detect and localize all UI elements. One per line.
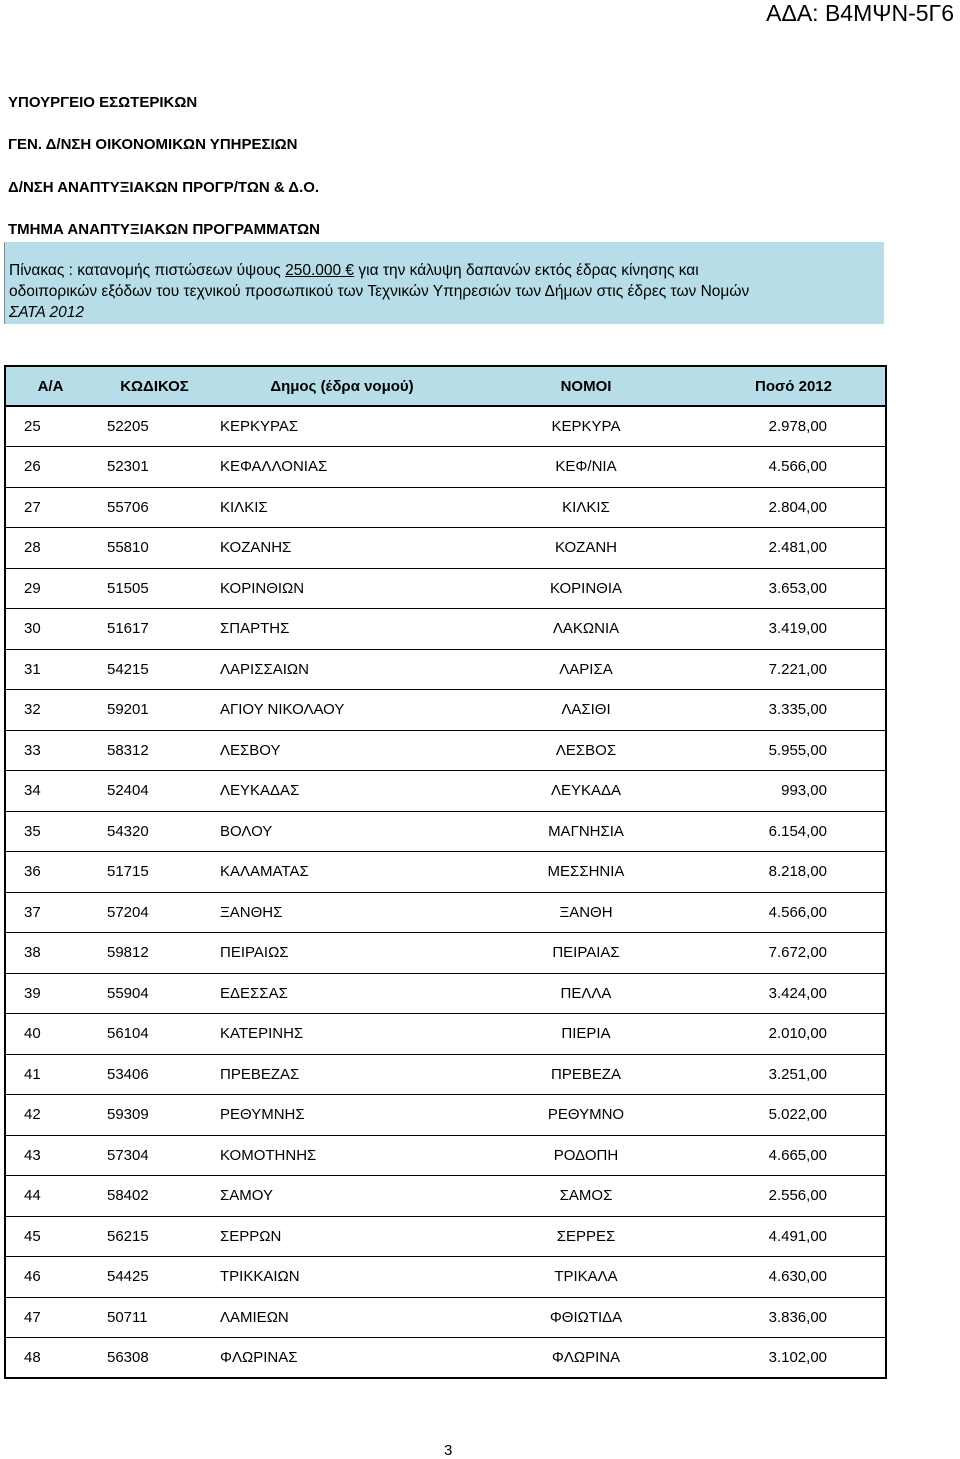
table-caption [4, 242, 884, 324]
row-aa: 42 [5, 1095, 95, 1136]
row-code: 51617 [107, 620, 149, 638]
row-aa: 43 [5, 1135, 95, 1176]
row-municipality: ΑΓΙΟΥ ΝΙΚΟΛΑΟΥ [220, 701, 345, 719]
row-amount: 2.804,00 [702, 487, 886, 528]
row-amount: 993,00 [702, 771, 886, 812]
row-amount: 3.251,00 [702, 1054, 886, 1095]
table-header-row [5, 366, 886, 406]
allocation-table [4, 365, 887, 1379]
table-row [5, 649, 886, 690]
row-prefecture: ΣΑΜΟΣ [559, 1187, 613, 1205]
row-aa: 28 [5, 528, 95, 569]
row-amount: 7.221,00 [702, 649, 886, 690]
row-prefecture: ΚΕΡΚΥΡΑ [551, 418, 621, 435]
table-row [5, 1216, 886, 1257]
row-code: 59201 [107, 701, 149, 719]
table-row [5, 1338, 886, 1379]
row-code: 56215 [107, 1227, 149, 1245]
table-row [5, 447, 886, 488]
row-amount: 3.102,00 [702, 1338, 886, 1379]
row-prefecture: ΞΑΝΘΗ [559, 903, 613, 921]
row-aa: 26 [5, 447, 95, 488]
caption-line-1 [9, 260, 884, 281]
row-amount: 2.978,00 [702, 406, 886, 447]
row-code: 54320 [107, 822, 149, 840]
row-amount: 2.481,00 [702, 528, 886, 569]
row-municipality: ΣΑΜΟΥ [220, 1187, 273, 1205]
row-aa: 41 [5, 1054, 95, 1095]
table-row [5, 609, 886, 650]
row-municipality: ΛΕΣΒΟΥ [220, 741, 281, 759]
row-municipality: ΚΟΖΑΝΗΣ [220, 539, 292, 557]
row-code: 58312 [107, 741, 149, 759]
row-municipality: ΚΙΛΚΙΣ [220, 498, 268, 516]
row-aa: 46 [5, 1257, 95, 1298]
table-row [5, 406, 886, 447]
row-prefecture: ΠΡΕΒΕΖΑ [550, 1065, 622, 1083]
row-aa: 30 [5, 609, 95, 650]
row-amount: 4.665,00 [702, 1135, 886, 1176]
page-number: 3 [444, 1442, 453, 1459]
row-code: 55706 [107, 498, 149, 516]
caption-suffix: για την κάλυψη δαπανών εκτός έδρας κίνησης και [354, 262, 699, 279]
row-amount: 2.556,00 [702, 1176, 886, 1217]
table-row [5, 811, 886, 852]
row-municipality: ΚΑΛΑΜΑΤΑΣ [220, 863, 309, 881]
row-amount: 8.218,00 [702, 852, 886, 893]
row-municipality: ΚΑΤΕΡΙΝΗΣ [220, 1025, 304, 1043]
table-row [5, 1176, 886, 1217]
row-municipality: ΞΑΝΘΗΣ [220, 903, 283, 921]
row-amount: 3.419,00 [702, 609, 886, 650]
row-prefecture: ΤΡΙΚΑΛΑ [554, 1268, 618, 1286]
row-municipality: ΠΡΕΒΕΖΑΣ [220, 1065, 300, 1083]
table-row [5, 933, 886, 974]
row-amount: 3.653,00 [702, 568, 886, 609]
table-row [5, 1297, 886, 1338]
row-aa: 35 [5, 811, 95, 852]
row-aa: 33 [5, 730, 95, 771]
row-prefecture: ΠΕΙΡΑΙΑΣ [552, 944, 620, 962]
table-row [5, 1014, 886, 1055]
row-amount: 4.491,00 [702, 1216, 886, 1257]
table-row [5, 973, 886, 1014]
row-prefecture: ΡΟΔΟΠΗ [553, 1146, 619, 1164]
table-row [5, 892, 886, 933]
row-aa: 32 [5, 690, 95, 731]
row-amount: 3.335,00 [702, 690, 886, 731]
row-code: 59309 [107, 1106, 149, 1124]
row-aa: 47 [5, 1297, 95, 1338]
row-municipality: ΚΟΜΟΤΗΝΗΣ [220, 1146, 317, 1164]
row-prefecture: ΚΕΦ/ΝΙΑ [555, 458, 617, 476]
row-aa: 45 [5, 1216, 95, 1257]
row-municipality: ΚΟΡΙΝΘΙΩΝ [220, 579, 305, 597]
table-row [5, 771, 886, 812]
department-heading: ΤΜΗΜΑ ΑΝΑΠΤΥΞΙΑΚΩΝ ΠΡΟΓΡΑΜΜΑΤΩΝ [8, 221, 321, 238]
row-aa: 39 [5, 973, 95, 1014]
row-aa: 36 [5, 852, 95, 893]
row-aa: 38 [5, 933, 95, 974]
row-code: 52404 [107, 782, 149, 800]
row-municipality: ΛΑΡΙΣΣΑΙΩΝ [220, 660, 309, 678]
row-municipality: ΛΕΥΚΑΔΑΣ [220, 782, 300, 800]
caption-amount: 250.000 € [285, 262, 355, 279]
table-row [5, 852, 886, 893]
table-row [5, 1095, 886, 1136]
row-municipality: ΦΛΩΡΙΝΑΣ [220, 1349, 298, 1366]
row-prefecture: ΡΕΘΥΜΝΟ [547, 1106, 625, 1124]
row-municipality: ΣΠΑΡΤΗΣ [220, 620, 290, 638]
header-prefecture: ΝΟΜΟΙ [470, 366, 702, 406]
table-row [5, 1054, 886, 1095]
row-aa: 31 [5, 649, 95, 690]
row-amount: 5.022,00 [702, 1095, 886, 1136]
row-code: 54425 [107, 1268, 149, 1286]
row-aa: 27 [5, 487, 95, 528]
directorate-heading: ΓΕΝ. Δ/ΝΣΗ ΟΙΚΟΝΟΜΙΚΩΝ ΥΠΗΡΕΣΙΩΝ [8, 136, 298, 153]
row-code: 50711 [107, 1308, 148, 1326]
row-municipality: ΕΔΕΣΣΑΣ [220, 984, 288, 1002]
row-amount: 4.630,00 [702, 1257, 886, 1298]
row-amount: 5.955,00 [702, 730, 886, 771]
row-code: 53406 [107, 1065, 149, 1083]
sub-directorate-heading: Δ/ΝΣΗ ΑΝΑΠΤΥΞΙΑΚΩΝ ΠΡΟΓΡ/ΤΩΝ & Δ.Ο. [8, 179, 320, 196]
row-code: 57204 [107, 903, 149, 921]
row-prefecture: ΠΕΛΛΑ [560, 984, 612, 1002]
row-prefecture: ΛΑΚΩΝΙΑ [552, 620, 620, 638]
row-code: 56104 [107, 1025, 149, 1043]
row-code: 57304 [107, 1146, 149, 1164]
row-prefecture: ΛΑΣΙΘΙ [561, 701, 611, 719]
header-amount: Ποσό 2012 [702, 366, 886, 406]
row-code: 54215 [107, 660, 149, 678]
caption-line-2: οδοιπορικών εξόδων του τεχνικού προσωπικού των Τεχνικών Υπηρεσιών των Δήμων στις έδρες των Νομών [9, 283, 750, 300]
table-row [5, 690, 886, 731]
header-code: ΚΩΔΙΚΟΣ [95, 366, 214, 406]
row-aa: 34 [5, 771, 95, 812]
row-code: 55904 [107, 984, 149, 1002]
row-amount: 7.672,00 [702, 933, 886, 974]
row-code: 51505 [107, 579, 149, 597]
row-aa: 25 [5, 406, 95, 447]
row-prefecture: ΜΑΓΝΗΣΙΑ [548, 822, 624, 840]
row-code: 59812 [107, 944, 149, 962]
table-row [5, 1257, 886, 1298]
table-row [5, 730, 886, 771]
row-amount: 2.010,00 [702, 1014, 886, 1055]
table-body [5, 406, 886, 1378]
row-code: 56308 [107, 1349, 149, 1366]
row-prefecture: ΜΕΣΣΗΝΙΑ [547, 863, 625, 881]
row-municipality: ΣΕΡΡΩΝ [220, 1227, 282, 1245]
row-municipality: ΡΕΘΥΜΝΗΣ [220, 1106, 305, 1124]
row-prefecture: ΦΛΩΡΙΝΑ [551, 1349, 621, 1366]
row-prefecture: ΚΟΡΙΝΘΙΑ [549, 579, 623, 597]
row-amount: 4.566,00 [702, 892, 886, 933]
row-municipality: ΠΕΙΡΑΙΩΣ [220, 944, 289, 962]
table-row [5, 568, 886, 609]
row-code: 55810 [107, 539, 149, 557]
row-amount: 4.566,00 [702, 447, 886, 488]
table-row [5, 528, 886, 569]
row-municipality: ΛΑΜΙΕΩΝ [220, 1308, 289, 1326]
row-municipality: ΤΡΙΚΚΑΙΩΝ [220, 1268, 300, 1286]
row-prefecture: ΠΙΕΡΙΑ [561, 1025, 611, 1043]
row-prefecture: ΚΟΖΑΝΗ [554, 539, 618, 557]
row-aa: 37 [5, 892, 95, 933]
row-code: 52301 [107, 458, 149, 476]
caption-line-3: ΣΑΤΑ 2012 [9, 304, 84, 321]
row-code: 51715 [107, 863, 149, 881]
table-row [5, 487, 886, 528]
row-amount: 6.154,00 [702, 811, 886, 852]
row-prefecture: ΚΙΛΚΙΣ [562, 498, 610, 516]
row-aa: 29 [5, 568, 95, 609]
row-aa: 48 [5, 1338, 95, 1379]
row-municipality: ΚΕΡΚΥΡΑΣ [220, 418, 299, 435]
row-amount: 3.424,00 [702, 973, 886, 1014]
row-code: 58402 [107, 1187, 149, 1205]
row-municipality: ΚΕΦΑΛΛΟΝΙΑΣ [220, 458, 328, 476]
row-prefecture: ΛΕΥΚΑΔΑ [550, 782, 622, 800]
row-amount: 3.836,00 [702, 1297, 886, 1338]
caption-prefix: Πίνακας : κατανομής πιστώσεων ύψους [9, 262, 286, 279]
row-aa: 44 [5, 1176, 95, 1217]
row-prefecture: ΣΕΡΡΕΣ [556, 1227, 616, 1245]
row-prefecture: ΛΕΣΒΟΣ [555, 741, 617, 759]
header-aa: Α/Α [5, 366, 95, 406]
header-municipality: Δημος (έδρα νομού) [214, 366, 470, 406]
row-municipality: ΒΟΛΟΥ [220, 822, 273, 840]
ada-code: ΑΔΑ: Β4ΜΨΝ-5Γ6 [766, 0, 954, 26]
ministry-heading: ΥΠΟΥΡΓΕΙΟ ΕΣΩΤΕΡΙΚΩΝ [8, 94, 198, 111]
row-code: 52205 [107, 418, 149, 435]
row-prefecture: ΦΘΙΩΤΙΔΑ [549, 1308, 623, 1326]
row-aa: 40 [5, 1014, 95, 1055]
row-prefecture: ΛΑΡΙΣΑ [559, 660, 613, 678]
table-row [5, 1135, 886, 1176]
